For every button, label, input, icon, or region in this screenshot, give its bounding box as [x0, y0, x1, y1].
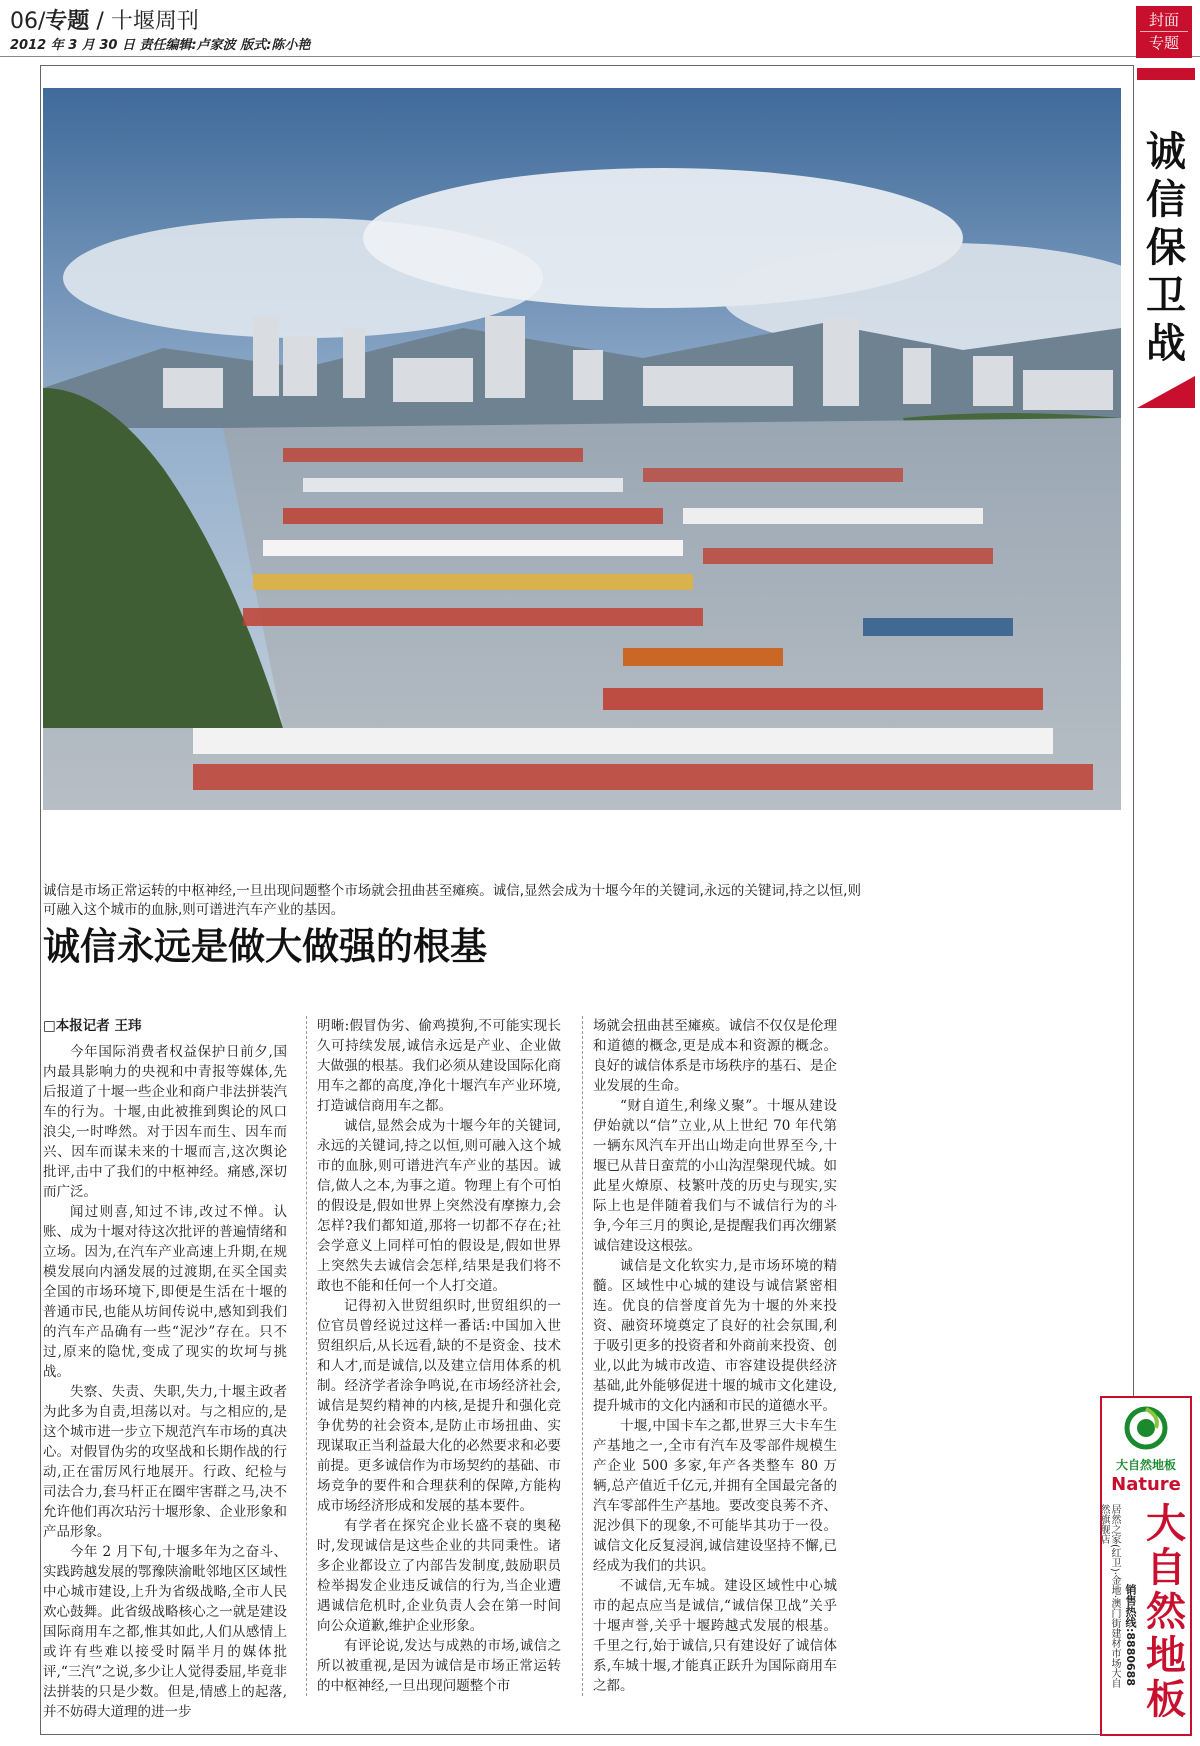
ad-brand-chinese: 大自然地板 — [1115, 1458, 1176, 1472]
publication-name: 十堰周刊 — [110, 9, 199, 34]
badge-line-1: 封面 — [1148, 11, 1179, 29]
nature-logo-icon — [1116, 1406, 1176, 1450]
paragraph: “财自道生,利缘义聚”。十堰从建设伊始就以“信”立业,从上世纪 70 年代第一辆东风汽车开出山坳走向世界至今,十堰已从昔日蛮荒的小山沟涅槃现代城。如此星火燎原、枝繁叶茂的历史与现实,实际上也是伴随着我们与不诚信行为的斗争,今年三月的舆论,是提醒我们再次绷紧诚信建设这根弦。 — [593, 1098, 837, 1254]
ad-big-name: 大自然地板 — [1146, 1500, 1186, 1723]
ad-hotline: 销售热线:8880688 — [1124, 1584, 1137, 1686]
header-separator: / — [89, 9, 111, 34]
paragraph: 诚信,显然会成为十堰今年的关键词,永远的关键词,持之以恒,则可融入这个城市的血脉,则可谱进汽车产业的基因。诚信,做人之本,为事之道。物理上有个可怕的假设是,假如世界上突然没有摩擦力,会怎样?我们都知道,那将一切都不存在;社会学意义上同样可怕的假设是,假如世界上突然失去诚信会怎样,结果是我们将不敢也不能和任何一个人打交道。 — [317, 1118, 561, 1294]
paragraph: 有学者在探究企业长盛不衰的奥秘时,发现诚信是这些企业的共同秉性。诸多企业都设立了内部告发制度,鼓励职员检举揭发企业违反诚信的行为,当企业遭遇诚信危机时,企业负责人会在第一时间向公众道歉,维护企业形象。 — [317, 1518, 561, 1634]
section-name: 专题 — [45, 9, 90, 34]
side-title-corner — [1137, 376, 1195, 408]
paragraph: 闻过则喜,知过不讳,改过不惮。认账、成为十堰对待这次批评的普遍情绪和立场。因为,在汽车产业高速上升期,在规模发展向内涵发展的过渡期,在买全国卖全国的市场环境下,即便是生活在十堰的普通市民,也能从坊间传说中,感知到我们的汽车产品确有一些“泥沙”存在。只不过,原来的隐忧,变成了现实的坎坷与挑战。 — [43, 1204, 287, 1380]
byline: □本报记者 王玮 — [43, 1018, 142, 1034]
side-section-title — [1137, 68, 1195, 408]
dateline: 2012 年 3 月 30 日 责任编辑:卢家波 版式:陈小艳 — [10, 38, 311, 53]
article-column-1 — [43, 1016, 287, 1722]
side-title-text: 诚信保卫战 — [1146, 128, 1186, 367]
city-truck-yard-photo — [43, 88, 1121, 810]
paragraph: 诚信是文化软实力,是市场环境的精髓。区域性中心城的建设与诚信紧密相连。优良的信誉度首先为十堰的外来投资、融资环境奠定了良好的社会氛围,利于吸引更多的投资者和外商前来投资、创业,以此为城市改造、市容建设提供经济基础,此外能够促进十堰的城市文化建设,提升城市的文化内涵和市民的道德水平。 — [593, 1258, 837, 1414]
column-divider — [306, 1016, 307, 1696]
paragraph: 不诚信,无车城。建设区域性中心城市的起点应当是诚信,“诚信保卫战”关乎十堰声誉,关乎十堰跨越式发展的根基。千里之行,始于诚信,只有建设好了诚信体系,车城十堰,才能真正跃升为国际商用车之都。 — [593, 1578, 837, 1694]
ad-brand-english: Nature — [1111, 1474, 1181, 1495]
page-number: 06/ — [10, 9, 46, 34]
paragraph: 十堰,中国卡车之都,世界三大卡车生产基地之一,全市有汽车及零部件规模生产企业 500 多家,年产各类整车 80 万辆,总产值近千亿元,并拥有全国最完备的汽车零部件生产基地。要改变良莠不齐、泥沙俱下的现象,不可能毕其功于一役。诚信文化反复浸润,诚信建设坚持不懈,已经成为我们的共识。 — [593, 1418, 837, 1574]
paragraph: 失察、失责、失职,失力,十堰主政者为此多为自责,坦荡以对。与之相应的,是这个城市进一步立下规范汽车市场的真决心。对假冒伪劣的攻坚战和长期作战的行动,正在雷厉风行地展开。行政、纪检与司法合力,套马杆正在圈牢害群之马,决不允许他们再次玷污十堰形象、企业形象和产品形象。 — [43, 1384, 287, 1540]
flooring-advertisement — [1100, 1396, 1192, 1736]
side-title-top-bar — [1137, 68, 1195, 80]
page-header — [10, 4, 199, 35]
paragraph: 今年国际消费者权益保护日前夕,国内最具影响力的央视和中青报等媒体,先后报道了十堰一些企业和商户非法拼装汽车的行为。十堰,由此被推到舆论的风口浪尖,一时哗然。对于因车而生、因车而兴、因车而谋未来的十堰而言,这次舆论批评,击中了我们的中枢神经。痛感,深切而广泛。 — [43, 1044, 287, 1200]
paragraph: 场就会扭曲甚至瘫痪。诚信不仅仅是伦理和道德的概念,更是成本和资源的概念。良好的诚信体系是市场秩序的基石、是企业发展的生命。 — [593, 1018, 837, 1094]
badge-line-2: 专题 — [1140, 31, 1188, 54]
article-column-2 — [317, 1016, 561, 1696]
article-column-3 — [593, 1016, 837, 1696]
ad-address: 居然之家(红卫)·金地·澳门街建材市场大自然旗舰店 — [1098, 1504, 1120, 1689]
paragraph: 今年 2 月下旬,十堰多年为之奋斗、实践跨越发展的鄂豫陕渝毗邻地区区域性中心城市建设,上升为省级战略,全市人民欢心鼓舞。此省级战略核心之一就是建设国际商用车之都,惟其如此,人们从感情上或许有些难以接受时隔半月的媒体批评,“三汽”之说,多少让人觉得委屈,毕竟非法拼装的只是少数。但是,情感上的起落,并不妨碍大道理的进一步 — [43, 1544, 287, 1720]
article-lede: 诚信是市场正常运转的中枢神经,一旦出现问题整个市场就会扭曲甚至瘫痪。诚信,显然会成为十堰今年的关键词,永远的关键词,持之以恒,则可融入这个城市的血脉,则可谱进汽车产业的基因。 — [43, 883, 861, 918]
cover-feature-badge — [1136, 6, 1192, 58]
paragraph: 明晰:假冒伪劣、偷鸡摸狗,不可能实现长久可持续发展,诚信永远是产业、企业做大做强的根基。我们必须从建设国际化商用车之都的高度,净化十堰汽车产业环境,打造诚信商用车之都。 — [317, 1018, 561, 1114]
header-rule — [0, 56, 1200, 57]
paragraph: 记得初入世贸组织时,世贸组织的一位官员曾经说过这样一番话:中国加入世贸组织后,从长远看,缺的不是资金、技术和人才,而是诚信,以及建立信用体系的机制。经济学者涂争鸣说,在市场经济社会,诚信是契约精神的内核,是提升和强化竞争优势的社会资本,是防止市场扭曲、实现谋取正当利益最大化的必然要求和必要前提。更多诚信作为市场契约的基础、市场竞争的要件和合理获利的保障,方能构成市场经济形成和发展的基本要件。 — [317, 1298, 561, 1514]
paragraph: 有评论说,发达与成熟的市场,诚信之所以被重视,是因为诚信是市场正常运转的中枢神经,一旦出现问题整个市 — [317, 1638, 561, 1694]
article-headline: 诚信永远是做大做强的根基 — [43, 924, 487, 968]
column-divider — [582, 1016, 583, 1696]
